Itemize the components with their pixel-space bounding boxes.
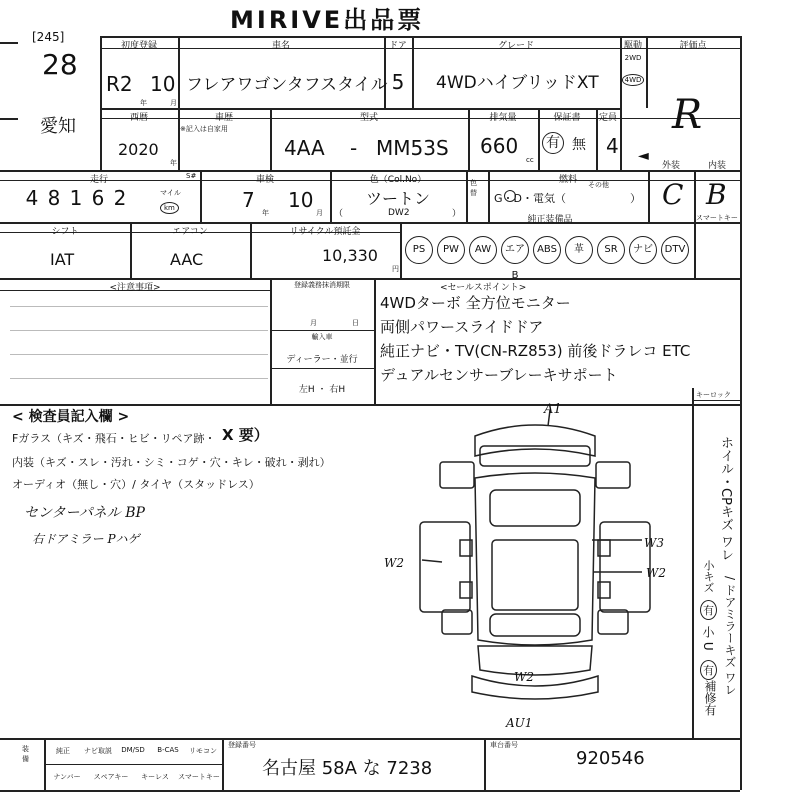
reg-deadline-label: 登録義務抹消期限 — [294, 281, 350, 289]
doors-label: ドア — [389, 41, 407, 51]
car-name-label: 車名 — [271, 41, 290, 51]
accessory-item: ナビ取説 — [84, 747, 112, 755]
mileage-digit: 2 — [113, 186, 127, 210]
inspector-audio: オーディオ（無し・穴）/ タイヤ（スタッドレス） — [12, 478, 260, 491]
displacement-label: 排気量 — [489, 113, 517, 123]
exterior-value: C — [662, 178, 684, 211]
mark-front: A1 — [544, 402, 562, 417]
capacity-value: 4 — [606, 134, 619, 158]
inspector-note-1: センターパネル BP — [24, 505, 145, 521]
inspector-glass-mark: X 要） — [222, 426, 269, 444]
mileage-digit: 4 — [25, 186, 39, 210]
equipment-label: 純正装備品 — [527, 215, 573, 225]
sales-point-line: 純正ナビ・TV(CN-RZ853) 前後ドラレコ ETC — [380, 342, 691, 360]
accessory-item: スペアキー — [93, 773, 129, 781]
color-paren-open: （ — [334, 209, 344, 219]
accessory-item: ナンバー — [53, 773, 81, 781]
inspector-title: < 検査員記入欄 > — [12, 409, 130, 425]
legend-small-scratch: 小キズ — [702, 560, 715, 593]
model-prefix: 4AA — [284, 136, 325, 160]
lot-bracket: [245] — [32, 30, 65, 44]
color-code: DW2 — [388, 208, 410, 218]
model-label: 型式 — [359, 113, 378, 123]
capacity-label: 定員 — [598, 113, 617, 123]
accessory-item: 純正 — [56, 747, 70, 755]
plate-value: 名古屋 58A な 7238 — [262, 758, 433, 779]
equipment-item: ABS — [533, 236, 561, 264]
model-value: MM53S — [376, 136, 449, 160]
inspection-year-unit: 年 — [262, 209, 269, 217]
shift-label: シフト — [51, 227, 79, 237]
western-year-unit: 年 — [170, 159, 177, 167]
location: 愛知 — [40, 116, 76, 137]
mark-right-lower: W2 — [646, 566, 666, 580]
legend-mirror: / ドアミラーキズ ワレ — [723, 576, 737, 696]
equipment-item: エアB — [501, 236, 529, 264]
mileage-unit-mile: マイル — [160, 189, 181, 197]
drive-4wd: 4WD — [622, 74, 645, 86]
recycle-value: 10,330 — [322, 246, 378, 265]
first-reg-year-unit: 年 — [140, 99, 147, 107]
legend-small-u: 小 U — [701, 626, 715, 651]
legend-wheel: ホイル・CPキズ ワレ — [718, 436, 733, 562]
legend-has-2: 有 — [700, 660, 717, 680]
grade-value: 4WDハイブリッドXT — [436, 73, 599, 93]
mileage-digit: 8 — [47, 186, 61, 210]
mark-rear: W2 — [514, 670, 534, 684]
displacement-value: 660 — [480, 134, 519, 158]
equipment-item: PS — [405, 236, 433, 264]
sheet-title: MIRIVE出品票 — [230, 6, 425, 34]
mileage-unit-km: km — [160, 202, 179, 214]
history-note: ※記入は自家用 — [180, 125, 228, 133]
shift-value: IAT — [50, 250, 75, 269]
mark-right-upper: W3 — [644, 536, 664, 550]
western-year-value: 2020 — [118, 140, 159, 159]
aircon-value: AAC — [170, 250, 204, 269]
first-reg-label: 初度登録 — [120, 41, 157, 51]
history-label: 車歴 — [214, 113, 233, 123]
accessory-item: リモコン — [189, 747, 217, 755]
inspection-month-unit: 月 — [316, 209, 323, 217]
fuel-other: その他 — [588, 181, 609, 189]
warranty-no: 無 — [572, 137, 586, 153]
equipment-item: ナビ — [629, 236, 657, 264]
reg-day-unit: 日 — [352, 319, 359, 327]
fuel-close: ） — [630, 192, 641, 205]
accessory-item: DM/SD — [121, 746, 145, 754]
warranty-yes: 有 — [542, 132, 564, 154]
fuel-label: 燃料 — [558, 175, 577, 185]
recycle-label: リサイクル預託金 — [289, 227, 361, 237]
mark-left: W2 — [384, 556, 404, 570]
accessory-item: スマートキー — [178, 773, 220, 781]
doors-value: 5 — [391, 70, 405, 94]
equipment-item: AW — [469, 236, 497, 264]
recycle-unit: 円 — [392, 265, 399, 273]
inspection-month: 10 — [288, 188, 314, 212]
keyless-label: スマートキー — [696, 214, 738, 222]
key-lock-label: キーロック — [696, 391, 731, 399]
color-value: ツートン — [366, 189, 431, 208]
accessories-label: 装備 — [22, 745, 29, 763]
score-label: 評価点 — [679, 41, 707, 51]
caution-label: <注意事項> — [109, 283, 161, 293]
legend-has-1: 有 — [700, 600, 717, 620]
drive-label: 駆動 — [623, 41, 642, 51]
mileage-digit: 6 — [91, 186, 105, 210]
import-dealer: ディーラー・並行 — [286, 355, 358, 365]
inspection-label: 車検 — [255, 175, 274, 185]
interior-label: 内装 — [707, 161, 726, 171]
aircon-label: エアコン — [172, 227, 208, 237]
color-label: 色（Col.No） — [369, 175, 427, 185]
score-value: R — [672, 92, 703, 138]
plate-label: 登録番号 — [228, 741, 256, 749]
model-dash: - — [350, 136, 358, 160]
car-damage-diagram — [380, 400, 690, 736]
sales-point-line: 両側パワースライドドア — [380, 318, 544, 336]
equipment-item: 革 — [565, 236, 593, 264]
grade-label: グレード — [497, 41, 534, 51]
chassis-label: 車台番号 — [490, 741, 518, 749]
chassis-value: 920546 — [576, 748, 645, 769]
first-reg-era: R2 — [106, 72, 133, 96]
mark-rear-bottom: AU1 — [506, 716, 533, 730]
mileage-digit: 1 — [69, 186, 83, 210]
warranty-label: 保証書 — [553, 113, 581, 123]
drive-2wd: 2WD — [624, 54, 642, 62]
legend-repair: 補修有 — [703, 680, 717, 716]
color-change-label: 色替 — [470, 179, 477, 197]
displacement-unit: cc — [526, 156, 534, 164]
western-year-label: 西暦 — [129, 113, 148, 123]
lot-number: 28 — [42, 48, 78, 81]
car-name-value: フレアワゴンタフスタイル — [186, 75, 388, 95]
inspector-interior: 内装（キズ・スレ・汚れ・シミ・コゲ・穴・キレ・破れ・剥れ） — [12, 456, 331, 469]
inspection-year: 7 — [242, 188, 255, 212]
reg-month-unit: 月 — [310, 319, 317, 327]
equipment-item: PW — [437, 236, 465, 264]
accessory-item: B-CAS — [157, 746, 179, 754]
inspector-note-2: 右ドアミラー Pハゲ — [32, 532, 140, 546]
mileage-label: 走行 — [90, 175, 109, 185]
interior-value: B — [706, 178, 727, 211]
first-reg-month-unit: 月 — [170, 99, 177, 107]
sales-point-line: 4WDターボ 全方位モニター — [380, 294, 571, 312]
exterior-label: 外装 — [661, 161, 680, 171]
import-handle: 左H ・ 右H — [298, 385, 346, 395]
color-paren-close: ） — [452, 209, 462, 219]
accessory-item: キーレス — [141, 773, 169, 781]
sales-points-label: <セールスポイント> — [440, 283, 527, 293]
vin-prefix-label: S# — [186, 172, 197, 180]
fuel-options: G・D・電気（ — [494, 192, 566, 205]
equipment-item: DTV — [661, 236, 689, 264]
sales-point-line: デュアルセンサーブレーキサポート — [380, 366, 618, 384]
import-label: 輸入車 — [311, 333, 333, 341]
inspector-glass: Fガラス（キズ・飛石・ヒビ・リペア跡・ — [12, 432, 216, 445]
first-reg-month: 10 — [150, 72, 176, 96]
equipment-item: SR — [597, 236, 625, 264]
